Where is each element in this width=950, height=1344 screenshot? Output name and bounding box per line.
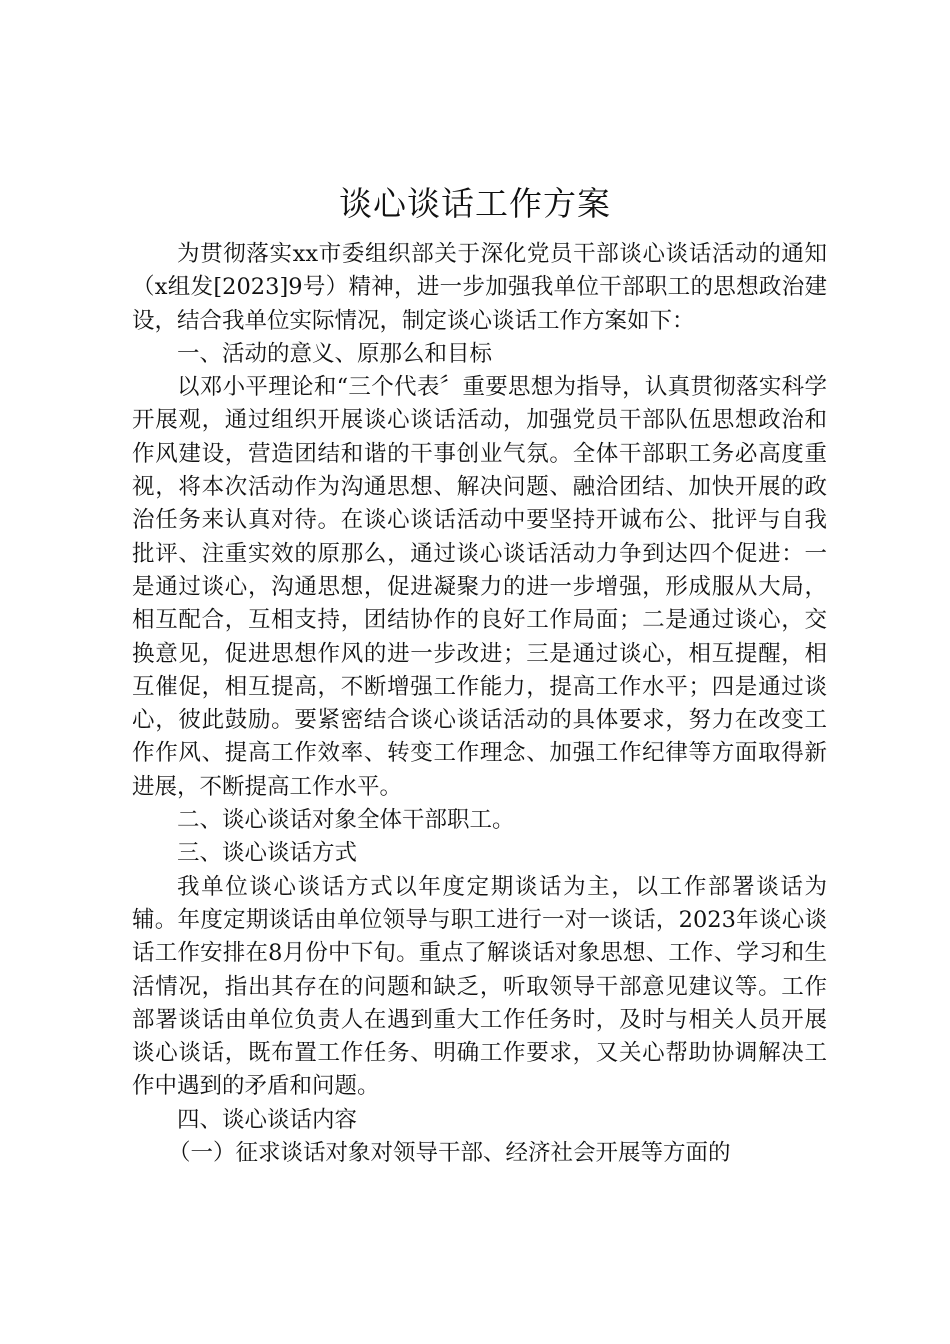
subsection-item-1: （一）征求谈话对象对领导干部、经济社会开展等方面的 bbox=[168, 1140, 731, 1167]
section-heading-1: 一、活动的意义、原那么和目标 bbox=[177, 340, 493, 367]
document-title: 谈心谈话工作方案 bbox=[339, 184, 611, 223]
section-heading-2: 二、谈心谈话对象全体干部职工。 bbox=[177, 807, 515, 834]
paragraph-intro: 为贯彻落实xx市委组织部关于深化党员干部谈心谈话活动的通知（x组发[2023]9号）精神，进一步加强我单位干部职工的思想政治建设，结合我单位实际情况，制定谈心谈话工作方案如下： bbox=[132, 241, 827, 334]
paragraph-significance: 以邓小平理论和“三个代表〞重要思想为指导，认真贯彻落实科学开展观，通过组织开展谈心谈话活动，加强党员干部队伍思想政治和作风建设，营造团结和谐的干事创业气氛。全体干部职工务必高度重视，将本次活动作为沟通思想、解决问题、融洽团结、加快开展的政治任务来认真对待。在谈心谈话活动中要坚持开诚布公、批评与自我批评、注重实效的原那么，通过谈心谈话活动力争到达四个促进：一是通过谈心，沟通思想，促进凝聚力的进一步增强，形成服从大局，相互配合，互相支持，团结协作的良好工作局面；二是通过谈心，交换意见，促进思想作风的进一步改进；三是通过谈心，相互提醒，相互催促，相互提高，不断增强工作能力，提高工作水平；四是通过谈心，彼此鼓励。要紧密结合谈心谈话活动的具体要求，努力在改变工作作风、提高工作效率、转变工作理念、加强工作纪律等方面取得新进展，不断提高工作水平。 bbox=[132, 374, 827, 800]
section-heading-3: 三、谈心谈话方式 bbox=[177, 840, 358, 867]
section-heading-4: 四、谈心谈话内容 bbox=[177, 1106, 358, 1133]
paragraph-method: 我单位谈心谈话方式以年度定期谈话为主，以工作部署谈话为辅。年度定期谈话由单位领导与职工进行一对一谈话，2023年谈心谈话工作安排在8月份中下旬。重点了解谈话对象思想、工作、学习和生活情况，指出其存在的问题和缺乏，听取领导干部意见建议等。工作部署谈话由单位负责人在遇到重大工作任务时，及时与相关人员开展谈心谈话，既布置工作任务、明确工作要求，又关心帮助协调解决工作中遇到的矛盾和问题。 bbox=[132, 873, 827, 1100]
document-body bbox=[132, 238, 827, 1170]
